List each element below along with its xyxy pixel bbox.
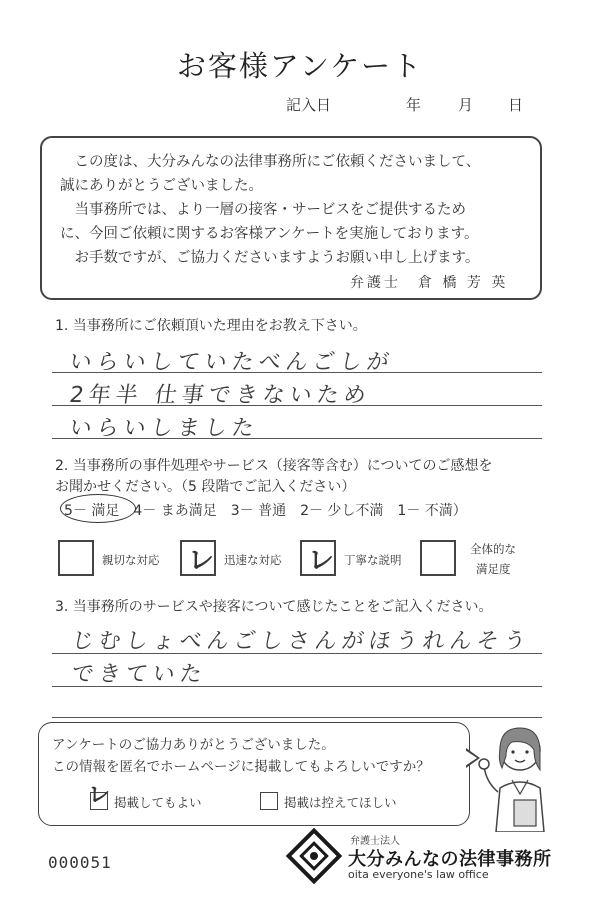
q1-answer-line-3: いらいしました [67, 416, 261, 441]
q1-question: 1. 当事務所にご依頼頂いた理由をお教え下さい。 [55, 318, 367, 334]
consent-bubble-tail-inner [465, 750, 477, 766]
firm-name-en: oita everyone's law office [348, 868, 489, 881]
consent-no-checkbox[interactable] [260, 792, 278, 810]
rating-mark-speed: レ [188, 546, 215, 576]
page-title: お客様アンケート [176, 49, 424, 83]
rating-label-kindness: 親切な対応 [102, 553, 160, 567]
rating-label-speed: 迅速な対応 [224, 553, 282, 567]
q3-answer-line-2: できていた [69, 662, 209, 687]
q2-question-line-1: 2. 当事務所の事件処理やサービス（接客等含む）についてのご感想を [55, 458, 493, 474]
serial-number: 000051 [48, 853, 112, 872]
intro-line-2: 誠にありがとうございました。 [60, 178, 263, 194]
rating-box-overall[interactable] [420, 540, 456, 576]
firm-name: 大分みんなの法律事務所 [348, 849, 552, 870]
staff-illustration [478, 722, 562, 832]
q1-rule-1 [52, 372, 542, 373]
rating-label-overall-2: 満足度 [476, 562, 511, 576]
q3-rule-2 [52, 686, 542, 687]
rating-mark-explanation: レ [308, 546, 335, 576]
q3-question: 3. 当事務所のサービスや接客について感じたことをご記入ください。 [55, 599, 493, 615]
consent-yes-mark: レ [88, 783, 111, 808]
intro-line-4: に、今回ご依頼に関するお客様アンケートを実施しております。 [60, 226, 479, 242]
firm-logo-icon [286, 828, 342, 884]
q2-question-line-2: お聞かせください。（5 段階でご記入ください） [55, 479, 356, 495]
intro-line-5: お手数ですが、ご協力くださいますようお願い申し上げます。 [60, 250, 480, 266]
intro-line-1: この度は、大分みんなの法律事務所にご依頼くださいまして、 [60, 154, 481, 170]
q3-rule-1 [52, 653, 542, 654]
consent-line-2: この情報を匿名でホームページに掲載してもよろしいですか？ [52, 759, 430, 775]
entry-date-label: 記入日 [286, 96, 332, 114]
consent-yes-label: 掲載してもよい [114, 795, 202, 810]
q1-answer-line-1: いらいしていたべんごしが [67, 350, 396, 375]
consent-line-1: アンケートのご協力ありがとうございました。 [52, 737, 335, 753]
intro-line-3: 当事務所では、より一層の接客・サービスをご提供するため [60, 202, 466, 218]
q1-rule-3 [52, 438, 542, 439]
rating-label-explanation: 丁寧な説明 [344, 553, 402, 567]
q3-answer-line-1: じむしょべんごしさんがほうれんそう [69, 629, 533, 654]
intro-signature: 弁護士 倉 橋 芳 英 [350, 275, 509, 291]
entry-date-month: 月 [458, 96, 474, 114]
rating-box-kindness[interactable] [58, 540, 94, 576]
rating-label-overall-1: 全体的な [470, 542, 516, 556]
q3-rule-3 [52, 717, 542, 718]
entry-date-day: 日 [508, 96, 524, 114]
entry-date-year: 年 [406, 96, 422, 114]
q1-answer-line-2: 2年半 仕事できないため [67, 383, 373, 408]
q1-rule-2 [52, 405, 542, 406]
consent-no-label: 掲載は控えてほしい [284, 795, 397, 810]
q2-scale: 5－ 満足 4－ まあ満足 3－ 普通 2－ 少し不満 1－ 不満） [64, 503, 467, 519]
firm-type: 弁護士法人 [350, 836, 400, 847]
